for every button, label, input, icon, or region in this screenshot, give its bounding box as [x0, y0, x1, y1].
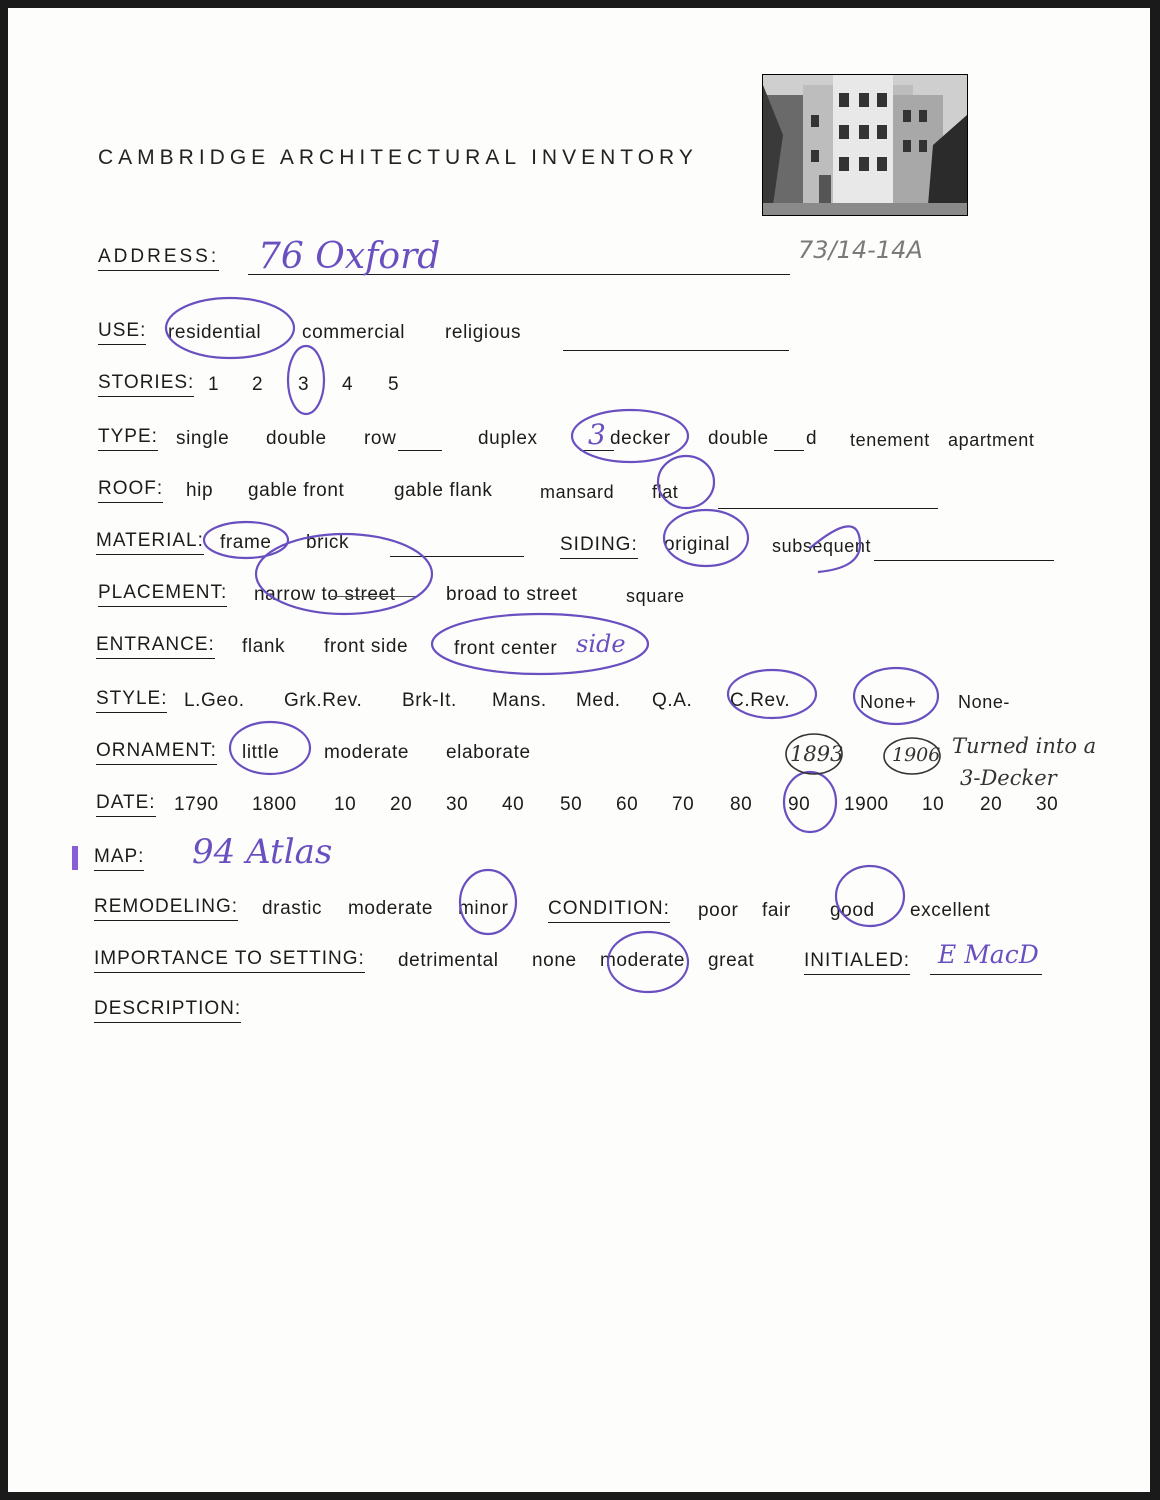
roof-gable-flank: gable flank	[394, 480, 493, 501]
siding-original: original	[664, 534, 731, 555]
description-label: DESCRIPTION:	[94, 998, 241, 1023]
type-double-d-line	[774, 450, 804, 451]
remodeling-moderate: moderate	[348, 898, 434, 919]
initialed-value: E MacD	[938, 940, 1039, 969]
ornament-moderate: moderate	[324, 742, 410, 763]
style-mans: Mans.	[492, 690, 547, 711]
use-commercial: commercial	[302, 322, 406, 343]
importance-none: none	[532, 950, 577, 971]
style-grkrev: Grk.Rev.	[284, 690, 363, 711]
entrance-flank: flank	[242, 636, 286, 657]
date-remark-line2: 3-Decker	[960, 766, 1057, 790]
date-1850: 50	[560, 794, 583, 815]
type-double-d: double	[708, 428, 769, 449]
importance-detrimental: detrimental	[398, 950, 499, 971]
date-remark-line1: Turned into a	[952, 734, 1097, 758]
date-1810: 10	[334, 794, 357, 815]
condition-poor: poor	[698, 900, 739, 921]
siding-other-line	[874, 560, 1054, 561]
stories-2: 2	[252, 374, 264, 395]
parcel-number: 73/14-14A	[798, 236, 923, 264]
type-tenement: tenement	[850, 430, 930, 450]
type-d: d	[806, 428, 818, 449]
style-label: STYLE:	[96, 688, 167, 713]
type-decker-count: 3	[588, 418, 606, 451]
building-photo-image	[763, 75, 967, 215]
material-brick: brick	[306, 532, 350, 553]
date-1870: 70	[672, 794, 695, 815]
material-other-line	[390, 556, 524, 557]
remodeling-drastic: drastic	[262, 898, 323, 919]
date-1890: 90	[788, 794, 811, 815]
roof-label: ROOF:	[98, 478, 163, 503]
stories-label: STORIES:	[98, 372, 194, 397]
date-note-1906: 1906	[892, 744, 941, 766]
style-med: Med.	[576, 690, 621, 711]
type-apartment: apartment	[948, 430, 1035, 450]
entrance-front-center: front center	[454, 638, 558, 659]
type-duplex: duplex	[478, 428, 538, 449]
date-1790: 1790	[174, 794, 219, 815]
entrance-label: ENTRANCE:	[96, 634, 215, 659]
roof-flat: flat	[652, 482, 679, 502]
remodeling-minor: minor	[458, 898, 509, 919]
style-brkit: Brk-It.	[402, 690, 457, 711]
type-double: double	[266, 428, 327, 449]
date-1910: 10	[922, 794, 945, 815]
building-photo	[762, 74, 968, 216]
stories-5: 5	[388, 374, 400, 395]
material-frame: frame	[220, 532, 272, 553]
use-residential: residential	[168, 322, 262, 343]
style-none-plus: None+	[860, 692, 917, 712]
siding-subsequent: subsequent	[772, 536, 872, 556]
date-1920: 20	[980, 794, 1003, 815]
type-row: row	[364, 428, 397, 449]
siding-label: SIDING:	[560, 534, 638, 559]
placement-broad: broad to street	[446, 584, 578, 605]
initialed-label: INITIALED:	[804, 950, 910, 975]
date-1860: 60	[616, 794, 639, 815]
style-crev: C.Rev.	[730, 690, 791, 711]
type-label: TYPE:	[98, 426, 158, 451]
condition-label: CONDITION:	[548, 898, 670, 923]
style-qa: Q.A.	[652, 690, 693, 711]
ornament-elaborate: elaborate	[446, 742, 531, 763]
address-label: ADDRESS:	[98, 246, 219, 271]
date-label: DATE:	[96, 792, 156, 817]
roof-other-line	[718, 508, 938, 509]
use-label: USE:	[98, 320, 146, 345]
date-1830: 30	[446, 794, 469, 815]
stories-3: 3	[298, 374, 310, 395]
roof-gable-front: gable front	[248, 480, 345, 501]
placement-square: square	[626, 586, 685, 606]
type-row-line	[398, 450, 442, 451]
type-single: single	[176, 428, 230, 449]
entrance-front-side: front side	[324, 636, 409, 657]
map-value: 94 Atlas	[192, 832, 333, 872]
date-1800: 1800	[252, 794, 297, 815]
use-religious: religious	[445, 322, 522, 343]
ornament-label: ORNAMENT:	[96, 740, 217, 765]
map-label: MAP:	[94, 846, 144, 871]
initialed-line	[930, 974, 1042, 975]
remodeling-label: REMODELING:	[94, 896, 238, 921]
date-1880: 80	[730, 794, 753, 815]
roof-hip: hip	[186, 480, 214, 501]
condition-good: good	[830, 900, 875, 921]
importance-moderate: moderate	[600, 950, 686, 971]
entrance-note: side	[576, 630, 626, 658]
condition-fair: fair	[762, 900, 791, 921]
condition-excellent: excellent	[910, 900, 991, 921]
importance-great: great	[708, 950, 755, 971]
stories-4: 4	[342, 374, 354, 395]
type-decker: decker	[610, 428, 671, 449]
date-1840: 40	[502, 794, 525, 815]
style-none-minus: None-	[958, 692, 1011, 712]
address-value: 76 Oxford	[258, 236, 441, 277]
ornament-little: little	[242, 742, 280, 763]
date-1930: 30	[1036, 794, 1059, 815]
placement-strike	[331, 596, 417, 597]
material-label: MATERIAL:	[96, 530, 204, 555]
style-lgeo: L.Geo.	[184, 690, 245, 711]
date-note-1893: 1893	[790, 742, 844, 766]
date-1900: 1900	[844, 794, 889, 815]
form-title: CAMBRIDGE ARCHITECTURAL INVENTORY	[98, 146, 698, 169]
placement-label: PLACEMENT:	[98, 582, 227, 607]
inventory-form-page	[8, 8, 1150, 1492]
date-1820: 20	[390, 794, 413, 815]
importance-label: IMPORTANCE TO SETTING:	[94, 948, 365, 973]
use-other-line	[563, 350, 789, 351]
map-margin-mark	[72, 846, 78, 870]
placement-narrow: narrow to street	[254, 584, 396, 605]
roof-mansard: mansard	[540, 482, 615, 502]
stories-1: 1	[208, 374, 220, 395]
